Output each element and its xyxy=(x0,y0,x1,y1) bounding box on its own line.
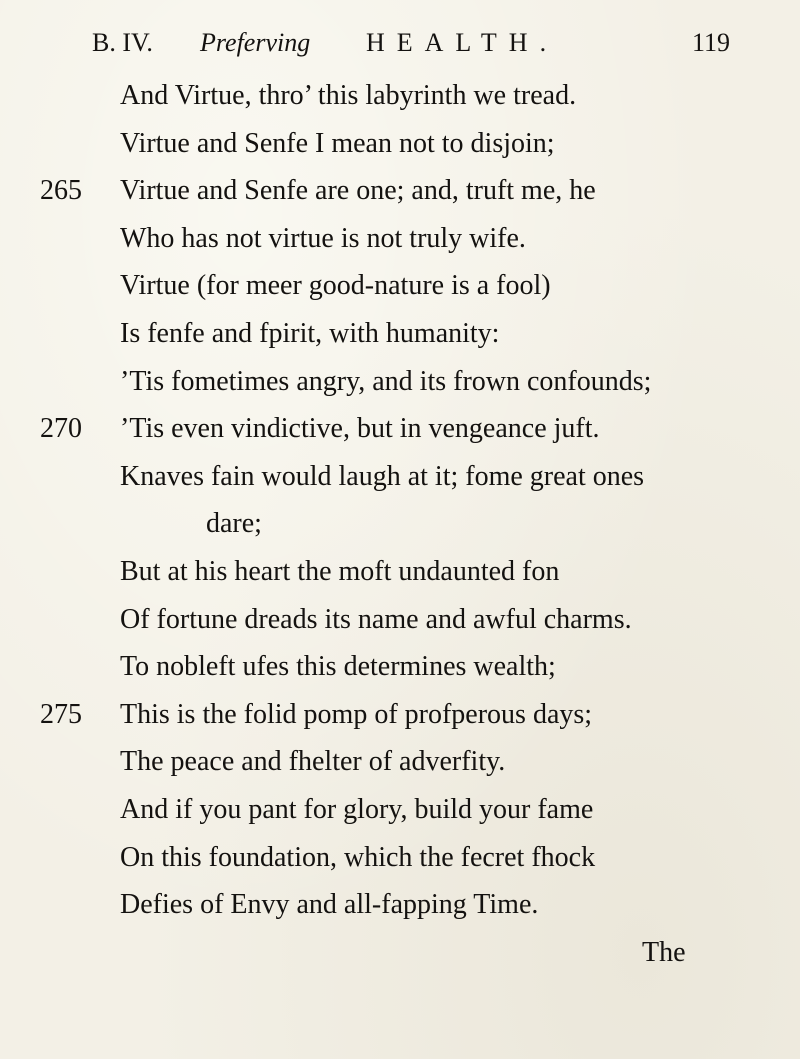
verse-line xyxy=(0,643,800,691)
verse-line xyxy=(0,358,800,406)
verse-text: This is the folid pomp of profperous days; xyxy=(120,698,593,730)
line-number: 270 xyxy=(40,413,82,445)
verse-text: Knaves fain would laugh at it; fome great ones xyxy=(120,460,645,492)
verse-line xyxy=(0,786,800,834)
verse-text: To nobleft ufes this determines wealth; xyxy=(120,651,556,683)
verse-line xyxy=(0,834,800,882)
catchword-line xyxy=(0,929,800,977)
verse-text: And Virtue, thro’ this labyrinth we tread. xyxy=(120,80,577,111)
book-number: B. IV. xyxy=(92,28,153,57)
running-head xyxy=(0,28,800,68)
line-number: 275 xyxy=(40,698,82,730)
line-number: 265 xyxy=(40,175,82,207)
verse-text: Defies of Envy and all-fapping Time. xyxy=(120,889,539,921)
verse-line xyxy=(0,120,800,168)
verse-line xyxy=(0,691,800,739)
verse-text: But at his heart the moft undaunted fon xyxy=(120,555,560,587)
verse-line xyxy=(0,215,800,263)
verse-text: Of fortune dreads its name and awful charms. xyxy=(120,603,632,635)
verse-line xyxy=(0,738,800,786)
running-head-title: HEALTH. xyxy=(366,28,559,57)
verse-line xyxy=(0,72,800,120)
verse-text: Is fenfe and fpirit, with humanity: xyxy=(120,317,500,349)
verse-text: dare; xyxy=(206,508,262,540)
verse-line xyxy=(0,405,800,453)
verse-text: Virtue (for meer good-nature is a fool) xyxy=(120,270,551,302)
verse-line xyxy=(0,881,800,929)
verse-line xyxy=(0,453,800,501)
verse-text: ’Tis even vindictive, but in vengeance juft. xyxy=(120,413,600,445)
verse-text: The peace and fhelter of adverfity. xyxy=(120,746,506,778)
verse-line xyxy=(0,262,800,310)
poem-body xyxy=(0,72,800,976)
running-head-subject: Preferving xyxy=(200,28,311,57)
verse-text: On this foundation, which the fecret fhock xyxy=(120,841,596,873)
page-number: 119 xyxy=(692,28,731,57)
verse-line xyxy=(0,310,800,358)
verse-text: Who has not virtue is not truly wife. xyxy=(120,222,526,254)
verse-text: ’Tis fometimes angry, and its frown confounds; xyxy=(120,365,652,397)
catchword: The xyxy=(642,936,686,968)
verse-text: Virtue and Senfe are one; and, truft me, he xyxy=(120,175,596,207)
verse-line xyxy=(0,596,800,644)
verse-turnover-line xyxy=(0,500,800,548)
verse-line xyxy=(0,548,800,596)
verse-text: Virtue and Senfe I mean not to disjoin; xyxy=(120,127,555,159)
verse-text: And if you pant for glory, build your fame xyxy=(120,793,594,825)
verse-line xyxy=(0,167,800,215)
